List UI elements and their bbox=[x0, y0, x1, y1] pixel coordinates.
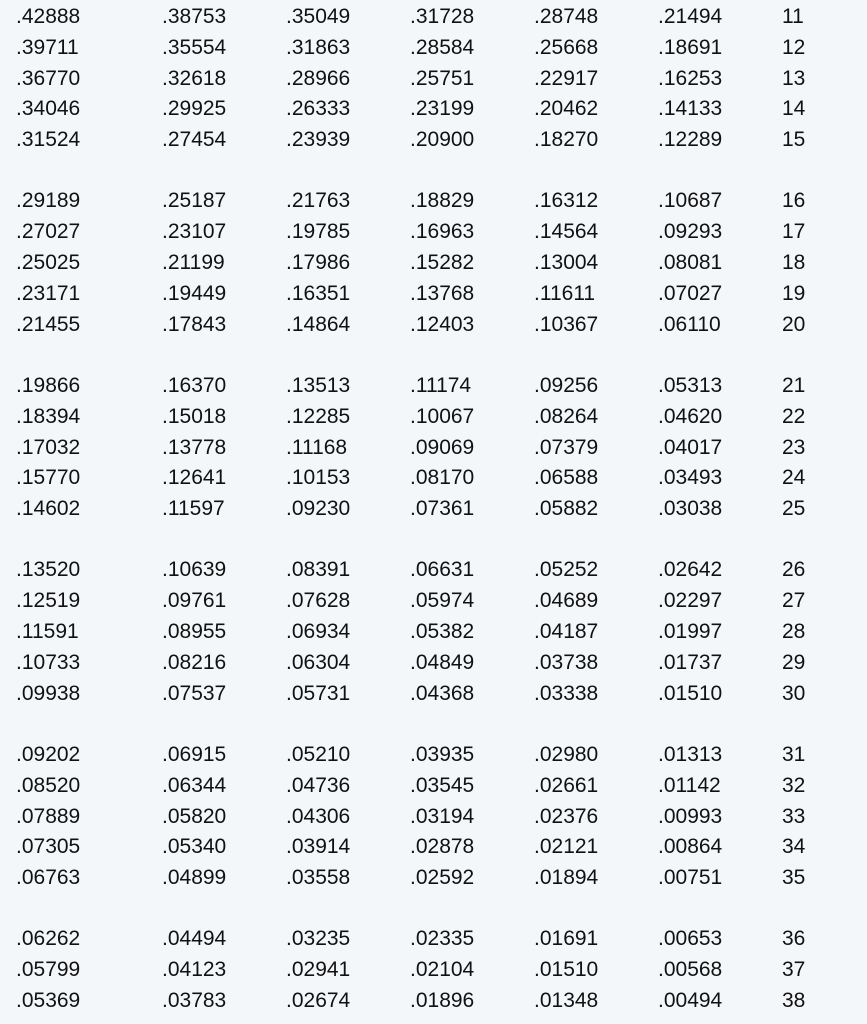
value-cell: .16370 bbox=[162, 373, 227, 397]
period-cell: 18 bbox=[782, 251, 806, 275]
value-cell: .05820 bbox=[162, 804, 227, 828]
value-cell: .05382 bbox=[410, 620, 475, 644]
value-cell: .07305 bbox=[16, 835, 81, 859]
value-cell: .08216 bbox=[162, 650, 227, 674]
value-cell: .03235 bbox=[286, 927, 351, 951]
value-cell: .16312 bbox=[534, 189, 599, 213]
value-cell: .11611 bbox=[534, 281, 596, 305]
value-cell: .08264 bbox=[534, 404, 599, 428]
value-cell: .28966 bbox=[286, 66, 351, 90]
value-cell: .04306 bbox=[286, 804, 351, 828]
value-cell: .02297 bbox=[658, 589, 723, 613]
period-cell: 37 bbox=[782, 958, 806, 982]
value-cell: .39711 bbox=[16, 35, 79, 59]
value-cell: .15018 bbox=[162, 404, 227, 428]
period-cell: 21 bbox=[782, 373, 806, 397]
value-cell: .05252 bbox=[534, 558, 599, 582]
value-cell: .03738 bbox=[534, 650, 599, 674]
value-cell: .02661 bbox=[534, 773, 599, 797]
value-cell: .06934 bbox=[286, 620, 351, 644]
value-cell: .35554 bbox=[162, 35, 227, 59]
value-cell: .05210 bbox=[286, 742, 351, 766]
value-cell: .10639 bbox=[162, 558, 227, 582]
period-cell: 32 bbox=[782, 773, 806, 797]
value-cell: .00751 bbox=[658, 866, 723, 890]
value-cell: .23107 bbox=[162, 220, 227, 244]
value-cell: .04187 bbox=[534, 620, 599, 644]
period-cell: 34 bbox=[782, 835, 806, 859]
value-cell: .21455 bbox=[16, 312, 81, 336]
value-cell: .23939 bbox=[286, 128, 351, 152]
period-cell: 35 bbox=[782, 866, 806, 890]
value-cell: .31728 bbox=[410, 5, 475, 28]
value-cell: .25668 bbox=[534, 35, 599, 59]
period-cell: 31 bbox=[782, 742, 806, 766]
value-cell: .16253 bbox=[658, 66, 723, 90]
period-cell: 30 bbox=[782, 681, 806, 705]
value-cell: .29189 bbox=[16, 189, 81, 213]
value-cell: .25025 bbox=[16, 251, 81, 275]
value-cell: .18270 bbox=[534, 128, 599, 152]
value-cell: .02335 bbox=[410, 927, 475, 951]
value-cell: .34046 bbox=[16, 97, 81, 121]
value-cell: .01510 bbox=[534, 958, 599, 982]
value-cell: .02592 bbox=[410, 866, 475, 890]
value-cell: .00653 bbox=[658, 927, 723, 951]
value-cell: .02104 bbox=[410, 958, 475, 982]
period-cell: 15 bbox=[782, 128, 806, 152]
value-cell: .06631 bbox=[410, 558, 475, 582]
value-cell: .25187 bbox=[162, 189, 227, 213]
value-cell: .05799 bbox=[16, 958, 81, 982]
value-cell: .10367 bbox=[534, 312, 599, 336]
value-cell: .03338 bbox=[534, 681, 599, 705]
value-cell: .10067 bbox=[410, 404, 475, 428]
value-cell: .07361 bbox=[410, 497, 475, 521]
value-cell: .28748 bbox=[534, 5, 599, 28]
value-cell: .28584 bbox=[410, 35, 475, 59]
value-cell: .00494 bbox=[658, 989, 723, 1013]
period-cell: 22 bbox=[782, 404, 806, 428]
value-cell: .16351 bbox=[286, 281, 351, 305]
value-cell: .03558 bbox=[286, 866, 351, 890]
value-cell: .07889 bbox=[16, 804, 81, 828]
value-cell: .10153 bbox=[286, 466, 351, 490]
period-cell: 33 bbox=[782, 804, 806, 828]
period-cell: 12 bbox=[782, 35, 806, 59]
value-cell: .08520 bbox=[16, 773, 81, 797]
value-cell: .09230 bbox=[286, 497, 351, 521]
value-cell: .15770 bbox=[16, 466, 81, 490]
value-cell: .05882 bbox=[534, 497, 599, 521]
value-cell: .08081 bbox=[658, 251, 723, 275]
value-cell: .04017 bbox=[658, 435, 723, 459]
value-cell: .02121 bbox=[534, 835, 599, 859]
value-cell: .09938 bbox=[16, 681, 81, 705]
value-cell: .18691 bbox=[658, 35, 723, 59]
value-cell: .14564 bbox=[534, 220, 599, 244]
value-cell: .04736 bbox=[286, 773, 351, 797]
value-cell: .09761 bbox=[162, 589, 227, 613]
value-cell: .06588 bbox=[534, 466, 599, 490]
value-cell: .09256 bbox=[534, 373, 599, 397]
value-cell: .14133 bbox=[658, 97, 723, 121]
value-cell: .03493 bbox=[658, 466, 723, 490]
value-cell: .21763 bbox=[286, 189, 351, 213]
period-cell: 14 bbox=[782, 97, 806, 121]
value-cell: .11168 bbox=[286, 435, 348, 459]
value-cell: .06262 bbox=[16, 927, 81, 951]
value-cell: .05974 bbox=[410, 589, 475, 613]
value-cell: .19866 bbox=[16, 373, 81, 397]
value-cell: .12519 bbox=[16, 589, 81, 613]
value-cell: .25751 bbox=[410, 66, 475, 90]
value-cell: .06110 bbox=[658, 312, 721, 336]
period-cell: 25 bbox=[782, 497, 806, 521]
value-cell: .02878 bbox=[410, 835, 475, 859]
value-cell: .27454 bbox=[162, 128, 227, 152]
value-cell: .14864 bbox=[286, 312, 351, 336]
period-cell: 26 bbox=[782, 558, 806, 582]
value-cell: .03783 bbox=[162, 989, 227, 1013]
value-cell: .01894 bbox=[534, 866, 599, 890]
value-cell: .09293 bbox=[658, 220, 723, 244]
period-cell: 13 bbox=[782, 66, 806, 90]
value-cell: .13513 bbox=[286, 373, 351, 397]
value-cell: .03038 bbox=[658, 497, 723, 521]
value-cell: .05369 bbox=[16, 989, 81, 1013]
value-cell: .07027 bbox=[658, 281, 723, 305]
value-cell: .12289 bbox=[658, 128, 723, 152]
value-cell: .07628 bbox=[286, 589, 351, 613]
period-cell: 20 bbox=[782, 312, 806, 336]
value-cell: .03545 bbox=[410, 773, 475, 797]
value-cell: .03914 bbox=[286, 835, 351, 859]
value-cell: .01313 bbox=[658, 742, 723, 766]
value-cell: .12641 bbox=[162, 466, 227, 490]
value-cell: .04368 bbox=[410, 681, 475, 705]
value-cell: .02980 bbox=[534, 742, 599, 766]
value-cell: .21199 bbox=[162, 251, 225, 275]
value-cell: .04494 bbox=[162, 927, 227, 951]
period-cell: 23 bbox=[782, 435, 806, 459]
value-cell: .11591 bbox=[16, 620, 79, 644]
value-cell: .32618 bbox=[162, 66, 227, 90]
value-cell: .02376 bbox=[534, 804, 599, 828]
value-cell: .02941 bbox=[286, 958, 351, 982]
value-cell: .01997 bbox=[658, 620, 723, 644]
value-cell: .10733 bbox=[16, 650, 81, 674]
value-cell: .26333 bbox=[286, 97, 351, 121]
value-cell: .01691 bbox=[534, 927, 599, 951]
value-cell: .13768 bbox=[410, 281, 475, 305]
value-cell: .08955 bbox=[162, 620, 227, 644]
value-cell: .14602 bbox=[16, 497, 81, 521]
value-cell: .06763 bbox=[16, 866, 81, 890]
value-cell: .23171 bbox=[16, 281, 81, 305]
period-cell: 16 bbox=[782, 189, 806, 213]
period-cell: 17 bbox=[782, 220, 806, 244]
value-cell: .18829 bbox=[410, 189, 475, 213]
value-cell: .00568 bbox=[658, 958, 723, 982]
period-cell: 11 bbox=[782, 5, 804, 28]
value-cell: .36770 bbox=[16, 66, 81, 90]
value-cell: .01510 bbox=[658, 681, 723, 705]
period-cell: 24 bbox=[782, 466, 806, 490]
value-cell: .35049 bbox=[286, 5, 351, 28]
value-cell: .29925 bbox=[162, 97, 227, 121]
value-cell: .06304 bbox=[286, 650, 351, 674]
value-cell: .04689 bbox=[534, 589, 599, 613]
value-cell: .08170 bbox=[410, 466, 475, 490]
period-cell: 27 bbox=[782, 589, 806, 613]
value-cell: .23199 bbox=[410, 97, 475, 121]
value-cell: .03935 bbox=[410, 742, 475, 766]
period-cell: 38 bbox=[782, 989, 806, 1013]
value-cell: .04849 bbox=[410, 650, 475, 674]
value-cell: .17986 bbox=[286, 251, 351, 275]
value-cell: .19785 bbox=[286, 220, 351, 244]
value-cell: .11597 bbox=[162, 497, 225, 521]
value-cell: .22917 bbox=[534, 66, 599, 90]
value-cell: .06915 bbox=[162, 742, 227, 766]
value-cell: .01737 bbox=[658, 650, 723, 674]
value-cell: .04620 bbox=[658, 404, 723, 428]
value-cell: .27027 bbox=[16, 220, 81, 244]
value-cell: .17032 bbox=[16, 435, 81, 459]
value-cell: .04123 bbox=[162, 958, 227, 982]
value-cell: .05340 bbox=[162, 835, 227, 859]
value-cell: .31524 bbox=[16, 128, 81, 152]
value-cell: .09202 bbox=[16, 742, 81, 766]
value-cell: .05731 bbox=[286, 681, 351, 705]
value-cell: .38753 bbox=[162, 5, 227, 28]
period-cell: 36 bbox=[782, 927, 806, 951]
value-cell: .04899 bbox=[162, 866, 227, 890]
value-cell: .03194 bbox=[410, 804, 475, 828]
value-cell: .05313 bbox=[658, 373, 723, 397]
value-cell: .01142 bbox=[658, 773, 721, 797]
value-cell: .12403 bbox=[410, 312, 475, 336]
value-cell: .10687 bbox=[658, 189, 723, 213]
value-cell: .12285 bbox=[286, 404, 351, 428]
value-cell: .13778 bbox=[162, 435, 227, 459]
value-cell: .07537 bbox=[162, 681, 227, 705]
value-cell: .19449 bbox=[162, 281, 227, 305]
value-cell: .21494 bbox=[658, 5, 723, 28]
value-cell: .00864 bbox=[658, 835, 723, 859]
value-cell: .08391 bbox=[286, 558, 351, 582]
value-cell: .01348 bbox=[534, 989, 599, 1013]
period-cell: 28 bbox=[782, 620, 806, 644]
period-cell: 19 bbox=[782, 281, 806, 305]
value-cell: .02642 bbox=[658, 558, 723, 582]
value-cell: .20462 bbox=[534, 97, 599, 121]
value-cell: .17843 bbox=[162, 312, 227, 336]
value-cell: .00993 bbox=[658, 804, 723, 828]
value-cell: .07379 bbox=[534, 435, 599, 459]
value-cell: .01896 bbox=[410, 989, 475, 1013]
value-cell: .18394 bbox=[16, 404, 81, 428]
value-cell: .42888 bbox=[16, 5, 81, 28]
value-cell: .06344 bbox=[162, 773, 227, 797]
value-cell: .16963 bbox=[410, 220, 475, 244]
value-cell: .02674 bbox=[286, 989, 351, 1013]
period-cell: 29 bbox=[782, 650, 806, 674]
value-cell: .09069 bbox=[410, 435, 475, 459]
value-cell: .15282 bbox=[410, 251, 475, 275]
value-cell: .11174 bbox=[410, 373, 472, 397]
value-cell: .13520 bbox=[16, 558, 81, 582]
value-cell: .31863 bbox=[286, 35, 351, 59]
value-cell: .13004 bbox=[534, 251, 599, 275]
value-cell: .20900 bbox=[410, 128, 475, 152]
